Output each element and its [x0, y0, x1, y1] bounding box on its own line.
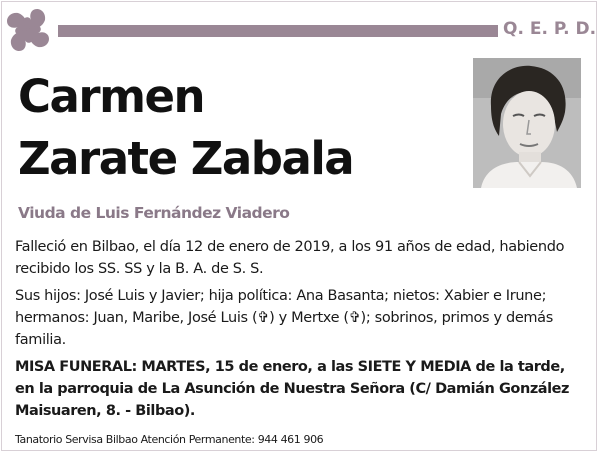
footer-contact: Tanatorio Servisa Bilbao Atención Permanente: 944 461 906	[15, 433, 324, 446]
lauburu-icon	[4, 7, 52, 53]
name-line-2: Zarate Zabala	[18, 132, 354, 185]
qepd-badge: Q. E. P. D.	[503, 19, 597, 39]
funeral-paragraph: MISA FUNERAL: MARTES, 15 de enero, a las SIETE Y MEDIA de la tarde, en la parroquia de La Asunción de Nuestra Señora (C/ Damián González Maisuaren, 8. - Bilbao).	[15, 359, 570, 419]
name-line-1: Carmen	[18, 70, 205, 123]
header-bar	[58, 25, 498, 37]
subtitle: Viuda de Luis Fernández Viadero	[18, 204, 290, 222]
deceased-name	[18, 66, 353, 190]
portrait-photo	[473, 58, 581, 188]
family-paragraph: Sus hijos: José Luis y Javier; hija política: Ana Basanta; nietos: Xabier e Irune; hermanos: Juan, Maribe, José Luis (✞) y Mertxe (✞); sobrinos, primos y demás familia.	[15, 288, 553, 348]
death-paragraph: Falleció en Bilbao, el día 12 de enero de 2019, a los 91 años de edad, habiendo recibido los SS. SS y la B. A. de S. S.	[15, 239, 565, 277]
